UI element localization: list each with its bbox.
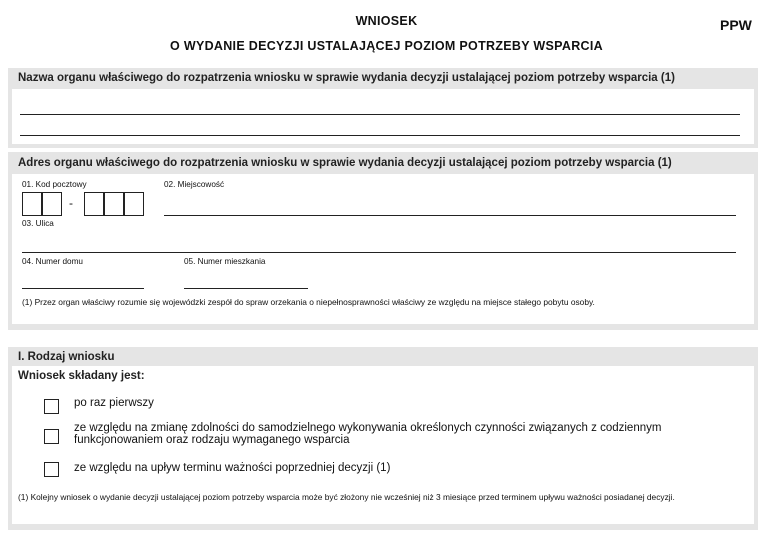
street-input-line[interactable] — [22, 252, 736, 253]
street-label: 03. Ulica — [22, 219, 54, 228]
organ-name-line-1[interactable] — [20, 114, 740, 115]
option-first-time-checkbox[interactable] — [44, 399, 59, 414]
city-input-line[interactable] — [164, 215, 736, 216]
organ-name-line-2[interactable] — [20, 135, 740, 136]
organ-address-heading: Adres organu właściwego do rozpatrzenia wniosku w sprawie wydania decyzji ustalającej poziom potrzeby wsparcia (1) — [18, 157, 672, 169]
postal-code-digit-1[interactable] — [22, 192, 42, 216]
form-code: PPW — [720, 17, 752, 33]
house-number-label: 04. Numer domu — [22, 257, 83, 266]
option-first-time-label: po raz pierwszy — [74, 397, 154, 409]
organ-footnote: (1) Przez organ właściwy rozumie się wojewódzki zespół do spraw orzekania o niepełnosprawności właściwy ze względu na miejsce stałego pobytu osoby. — [22, 297, 595, 307]
request-type-footnote: (1) Kolejny wniosek o wydanie decyzji ustalającej poziom potrzeby wsparcia może być złożony nie wcześniej niż 3 miesiące przed terminem upływu ważności posiadanej decyzji. — [18, 492, 675, 502]
postal-code-digit-5[interactable] — [124, 192, 144, 216]
apartment-number-label: 05. Numer mieszkania — [184, 257, 266, 266]
organ-name-heading: Nazwa organu właściwego do rozpatrzenia wniosku w sprawie wydania decyzji ustalającej poziom potrzeby wsparcia (1) — [18, 72, 675, 84]
organ-name-section — [8, 68, 758, 148]
option-capacity-change-checkbox[interactable] — [44, 429, 59, 444]
city-label: 02. Miejscowość — [164, 180, 225, 189]
organ-address-section — [8, 152, 758, 330]
request-type-subheading: Wniosek składany jest: — [18, 370, 145, 382]
form-subtitle: O WYDANIE DECYZJI USTALAJĄCEJ POZIOM POTRZEBY WSPARCIA — [170, 39, 603, 53]
organ-name-field-area — [12, 89, 754, 144]
option-capacity-change-label: ze względu na zmianę zdolności do samodzielnego wykonywania określonych czynności związanych z codziennym funkcjonowaniem oraz rodzaju wymaganego wsparcia — [74, 422, 662, 446]
postal-code-digit-4[interactable] — [104, 192, 124, 216]
request-type-heading: I. Rodzaj wniosku — [18, 351, 115, 363]
postal-code-label: 01. Kod pocztowy — [22, 180, 87, 189]
option-expiry-label: ze względu na upływ terminu ważności poprzedniej decyzji (1) — [74, 462, 391, 474]
request-type-section — [8, 347, 758, 530]
apartment-number-input-line[interactable] — [184, 288, 308, 289]
form-title: WNIOSEK — [355, 14, 418, 28]
option-expiry-checkbox[interactable] — [44, 462, 59, 477]
request-type-field-area — [12, 366, 754, 524]
postal-code-digit-2[interactable] — [42, 192, 62, 216]
house-number-input-line[interactable] — [22, 288, 144, 289]
organ-address-field-area — [12, 174, 754, 324]
postal-code-separator: - — [69, 196, 73, 210]
postal-code-digit-3[interactable] — [84, 192, 104, 216]
